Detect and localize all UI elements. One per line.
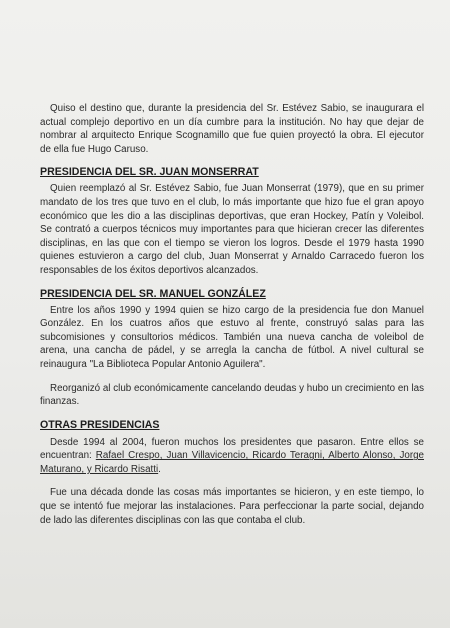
paragraph-complejo-deportivo: Quiso el destino que, durante la presidencia del Sr. Estévez Sabio, se inaugurara el actual complejo deportivo en un día cumbre para la institución. No hay que dejar de nombrar al arquitecto Enrique Scognamillo que fue quien proyectó la obra. El ejecutor de ella fue Hugo Caruso.: [40, 103, 424, 155]
paragraph-otras: [40, 436, 424, 477]
paragraph-decada: Fue una década donde las cosas más importantes se hicieron, y en este tiempo, lo que se intentó fue mejorar las instalaciones. Para perfeccionar la parte social, dejando de lado las diferentes disciplinas con las que contaba el club.: [40, 487, 424, 526]
paragraph-monserrat: Quien reemplazó al Sr. Estévez Sabio, fue Juan Monserrat (1979), que en su primer mandato de los tres que tuvo en el club, lo más importante que hizo fue el gran apoyo económico que les dio a las disciplinas deportivas, que eran Hockey, Patín y Voleibol. Se contrató a cuerpos técnicos muy importantes para que hicieran crecer las diferentes disciplinas, en las que con el tiempo se vieron los logros. Desde el 1979 hasta 1990 quienes estuvieron a cargo del club, Juan Monserrat y Arnaldo Carracedo fueron los responsables de los éxitos deportivos alcanzados.: [40, 183, 424, 276]
otras-intro-text: Desde 1994 al 2004, fueron muchos los presidentes que pasaron. Entre ellos se encuentran:: [40, 436, 424, 462]
heading-otras-presidencias: OTRAS PRESIDENCIAS: [40, 418, 160, 431]
paragraph-gonzalez: Entre los años 1990 y 1994 quien se hizo cargo de la presidencia fue don Manuel González. En los cuatros años que estuvo al frente, construyó salas para las subcomisiones y consultorios médicos. También una nueva cancha de voleibol de arena, una cancha de pádel, y se arregla la cancha de fútbol. A nivel cultural se reinaugura "La Biblioteca Popular Antonio Aguilera".: [40, 304, 424, 370]
heading-presidencia-gonzalez: PRESIDENCIA DEL SR. MANUEL GONZÁLEZ: [40, 287, 266, 300]
presidents-names: Rafael Crespo, Juan Villavicencio, Ricardo Teragni, Alberto Alonso, Jorge Maturano, y Ricardo Risatti: [40, 450, 425, 475]
paragraph-reorganizo: Reorganizó al club económicamente cancelando deudas y hubo un crecimiento en las finanzas.: [40, 382, 424, 408]
otras-end-text: .: [158, 463, 161, 475]
heading-presidencia-monserrat: PRESIDENCIA DEL SR. JUAN MONSERRAT: [40, 166, 259, 179]
